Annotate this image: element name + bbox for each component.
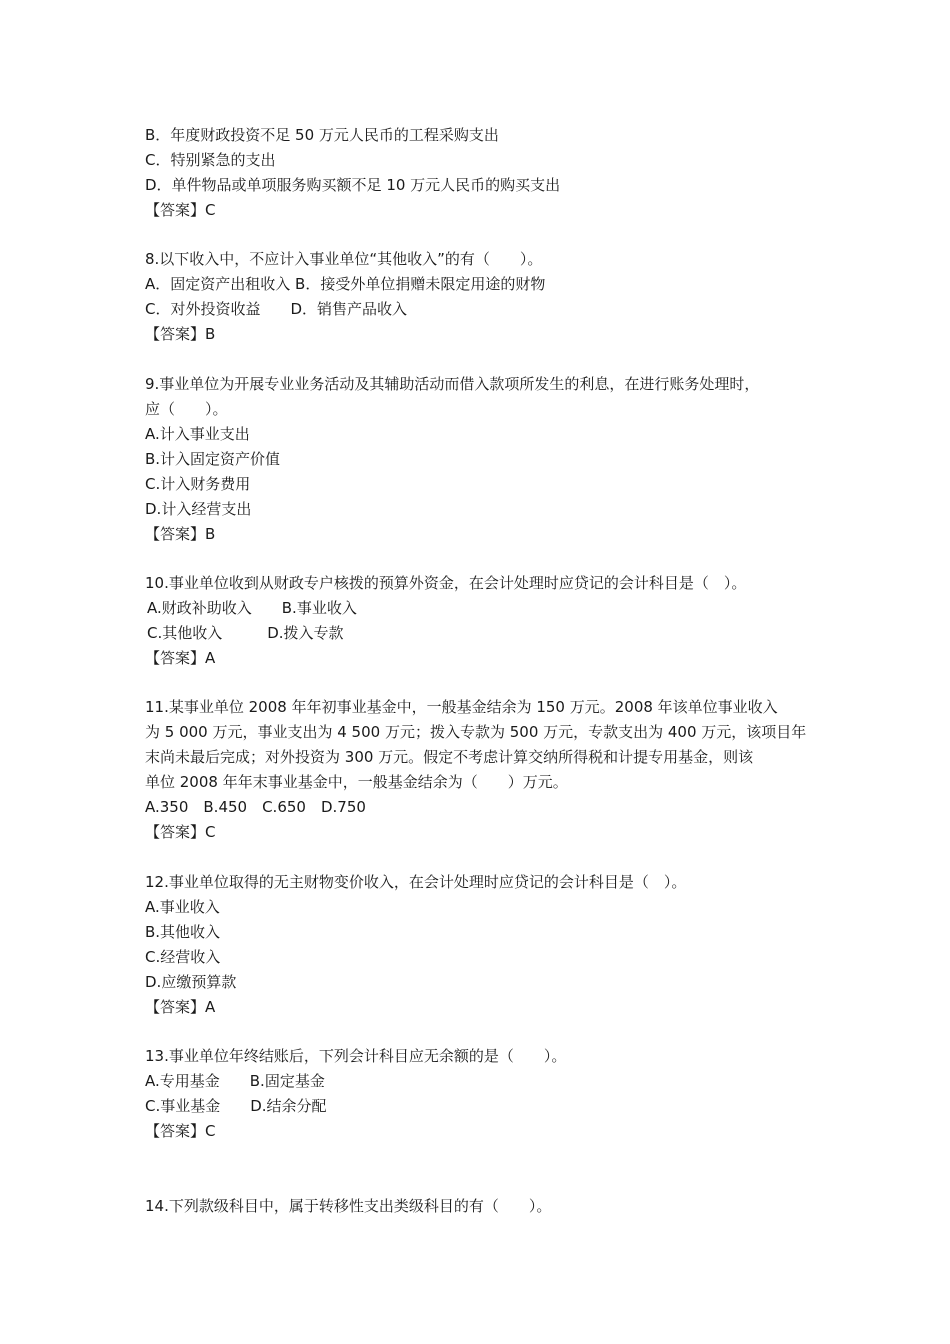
option-line: A.财政补助收入 B.事业收入 — [147, 599, 357, 617]
option-line: A.计入事业支出 — [145, 425, 250, 443]
answer-line: 【答案】B — [145, 525, 216, 543]
question-line: 11.某事业单位 2008 年年初事业基金中，一般基金结余为 150 万元。2008 年该单位事业收入 — [145, 698, 778, 716]
question-line: 8.以下收入中，不应计入事业单位“其他收入”的有（ ）。 — [145, 250, 543, 268]
option-line: C.事业基金 D.结余分配 — [145, 1097, 327, 1115]
question-line: 应（ ）。 — [145, 400, 228, 418]
question-line: 10.事业单位收到从财政专户核拨的预算外资金，在会计处理时应贷记的会计科目是（ ）。 — [145, 574, 747, 592]
answer-line: 【答案】B — [145, 325, 216, 343]
option-line: A.350 B.450 C.650 D.750 — [145, 798, 366, 816]
option-line: C．特别紧急的支出 — [145, 151, 276, 169]
option-line: C.经营收入 — [145, 948, 221, 966]
question-line: 为 5 000 万元，事业支出为 4 500 万元；拨入专款为 500 万元，专款支出为 400 万元，该项目年 — [145, 723, 807, 741]
answer-line: 【答案】C — [145, 1122, 216, 1140]
option-line: A．固定资产出租收入 B．接受外单位捐赠未限定用途的财物 — [145, 275, 546, 293]
question-line: 末尚未最后完成；对外投资为 300 万元。假定不考虑计算交纳所得税和计提专用基金，则该 — [145, 748, 754, 766]
question-line: 9.事业单位为开展专业业务活动及其辅助活动而借入款项所发生的利息，在进行账务处理时， — [145, 375, 760, 393]
question-line: 14.下列款级科目中，属于转移性支出类级科目的有（ ）。 — [145, 1197, 552, 1215]
option-line: C.其他收入 D.拨入专款 — [147, 624, 344, 642]
question-line: 单位 2008 年年末事业基金中，一般基金结余为（ ）万元。 — [145, 773, 568, 791]
answer-line: 【答案】A — [145, 649, 216, 667]
option-line: D.计入经营支出 — [145, 500, 252, 518]
answer-line: 【答案】A — [145, 998, 216, 1016]
option-line: D.应缴预算款 — [145, 973, 237, 991]
question-line: 12.事业单位取得的无主财物变价收入，在会计处理时应贷记的会计科目是（ ）。 — [145, 873, 687, 891]
question-line: 13.事业单位年终结账后，下列会计科目应无余额的是（ ）。 — [145, 1047, 567, 1065]
option-line: B.其他收入 — [145, 923, 221, 941]
answer-line: 【答案】C — [145, 201, 216, 219]
option-line: D．单件物品或单项服务购买额不足 10 万元人民币的购买支出 — [145, 176, 561, 194]
option-line: B.计入固定资产价值 — [145, 450, 281, 468]
option-line: C．对外投资收益 D．销售产品收入 — [145, 300, 408, 318]
option-line: A.事业收入 — [145, 898, 220, 916]
option-line: A.专用基金 B.固定基金 — [145, 1072, 325, 1090]
option-line: B．年度财政投资不足 50 万元人民币的工程采购支出 — [145, 126, 499, 144]
option-line: C.计入财务费用 — [145, 475, 251, 493]
answer-line: 【答案】C — [145, 823, 216, 841]
